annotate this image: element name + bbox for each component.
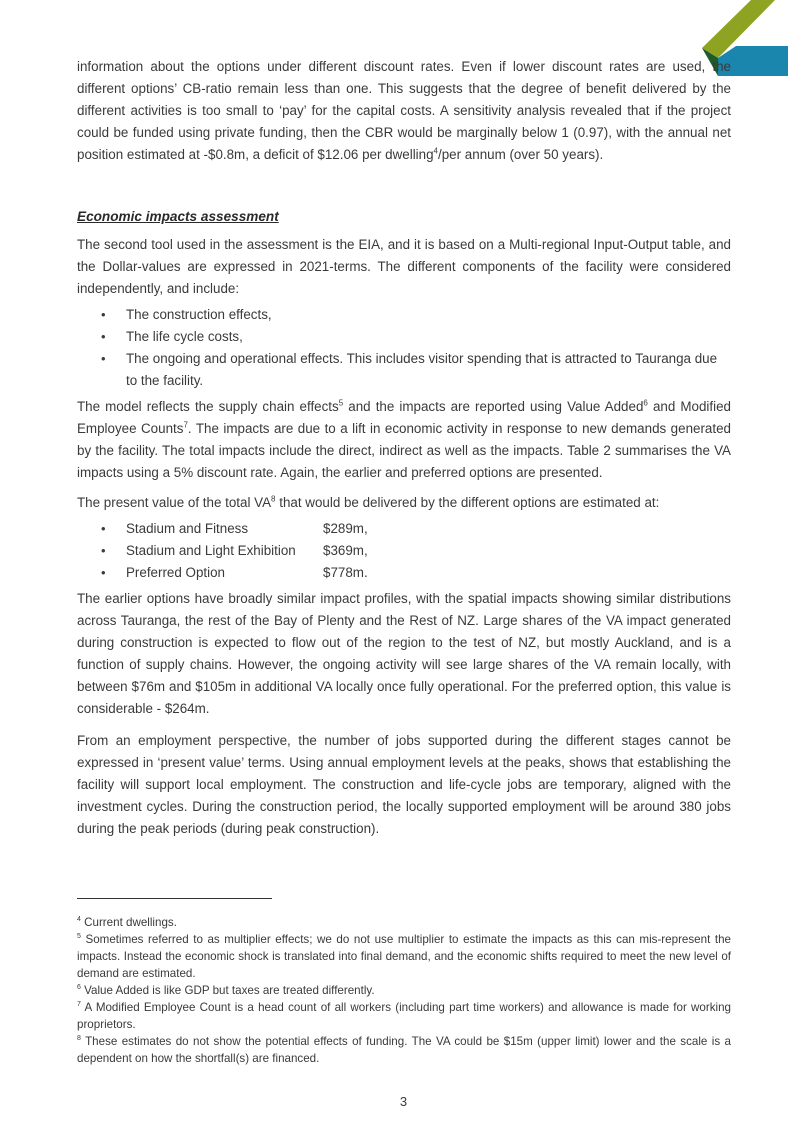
footnote-ref-6: 6	[643, 398, 648, 408]
footnote-4: $^4$ Current dwellings.	[77, 916, 177, 929]
footnote-5: $^5$ Sometimes referred to as multiplier effects; we do not use multiplier to estimate the impacts as this can mis-represent the impacts. Instead the economic shock is translated into final demand, and the economic shifts required to meet the new level of demand are estimated.	[77, 933, 731, 980]
list-item: • The life cycle costs,	[77, 326, 731, 348]
page-number: 3	[399, 1094, 408, 1109]
footnote-ref-4: 4	[433, 146, 438, 156]
employment-paragraph: From an employment perspective, the number of jobs supported during the different stages cannot be expressed in ‘present value’ terms. Using annual employment levels at the peaks, shows that establishing the facility will support local employment. The construction and life-cycle jobs are temporary, aligned with the investment cycles. During the construction period, the locally supported employment will be around 380 jobs during the peak periods (during peak construction).	[77, 733, 731, 836]
present-value-paragraph: The present value of the total $VA^8$ that would be delivered by the different options are estimated at:	[77, 494, 660, 510]
footnote-6: $^6$ Value Added is like GDP but taxes are treated differently.	[77, 984, 375, 997]
document-body	[77, 56, 731, 840]
eia-intro-paragraph: The second tool used in the assessment is the EIA, and it is based on a Multi-regional Input-Output table, and the Dollar-values are expressed in 2021-terms. The different components of the facility were considered independently, and include:	[77, 237, 731, 296]
list-item: • The ongoing and operational effects. This includes visitor spending that is attracted to Tauranga due to the facility.	[77, 348, 731, 392]
footnote-ref-7: 7	[183, 420, 188, 430]
footnote-ref-8: 8	[271, 494, 276, 504]
list-item	[77, 562, 731, 584]
option-name: Stadium and Fitness	[126, 521, 249, 536]
option-name: Preferred Option	[126, 565, 225, 580]
intro-paragraph: information about the options under different discount rates. Even if lower discount rates are used, the different options’ CB-ratio remain less than one. This suggests that the degree of benefit delivered by the different activities is too small to ‘pay’ for the capital costs. A sensitivity analysis revealed that if the project could be funded using private funding, then the CBR would be marginally below 1 (0.97), with the annual net position estimated at -$0.8m, a deficit of $12.06 per dwelling$^4$/per annum (over 50 years).	[77, 59, 731, 162]
section-heading: Economic impacts assessment	[77, 209, 279, 224]
option-value: $289m,	[323, 521, 368, 536]
list-item: • The construction effects,	[77, 304, 731, 326]
option-value: $778m.	[323, 565, 368, 580]
footnote-ref-5: 5	[338, 398, 344, 408]
list-item	[77, 518, 731, 540]
impact-profiles-paragraph: The earlier options have broadly similar impact profiles, with the spatial impacts showing similar distributions across Tauranga, the rest of the Bay of Plenty and the Rest of NZ. Large shares of the VA impact generated during construction is expected to flow out of the region to the test of NZ, but mostly Auckland, and is a function of supply chains. However, the ongoing activity will see large shares of the VA remain locally, with between $76m and $105m in additional VA locally once fully operational. For the preferred option, this value is considerable - $264m.	[77, 591, 731, 716]
footnotes	[77, 914, 731, 1067]
model-paragraph: The model reflects the supply chain effects$^5$ and the impacts are reported using Value Added$^6$ and Modified Employee Counts$^7$. The impacts are due to a lift in economic activity in response to new demands generated by the facility. The total impacts include the direct, indirect as well as the impacts. Table 2 summarises the VA impacts using a 5% discount rate. Again, the earlier and preferred options are presented.	[77, 398, 731, 480]
options-list	[77, 518, 731, 584]
option-name: Stadium and Light Exhibition	[126, 543, 296, 558]
option-value: $369m,	[323, 543, 368, 558]
footnote-8: $^8$ These estimates do not show the potential effects of funding. The VA could be $15m (upper limit) lower and the scale is a dependent on how the shortfall(s) are financed.	[77, 1035, 731, 1065]
footnote-7: $^7$ A Modified Employee Count is a head count of all workers (including part time workers) and allowance is made for working proprietors.	[77, 1001, 731, 1031]
components-list	[77, 304, 731, 392]
list-item	[77, 540, 731, 562]
footnote-divider	[77, 898, 272, 899]
